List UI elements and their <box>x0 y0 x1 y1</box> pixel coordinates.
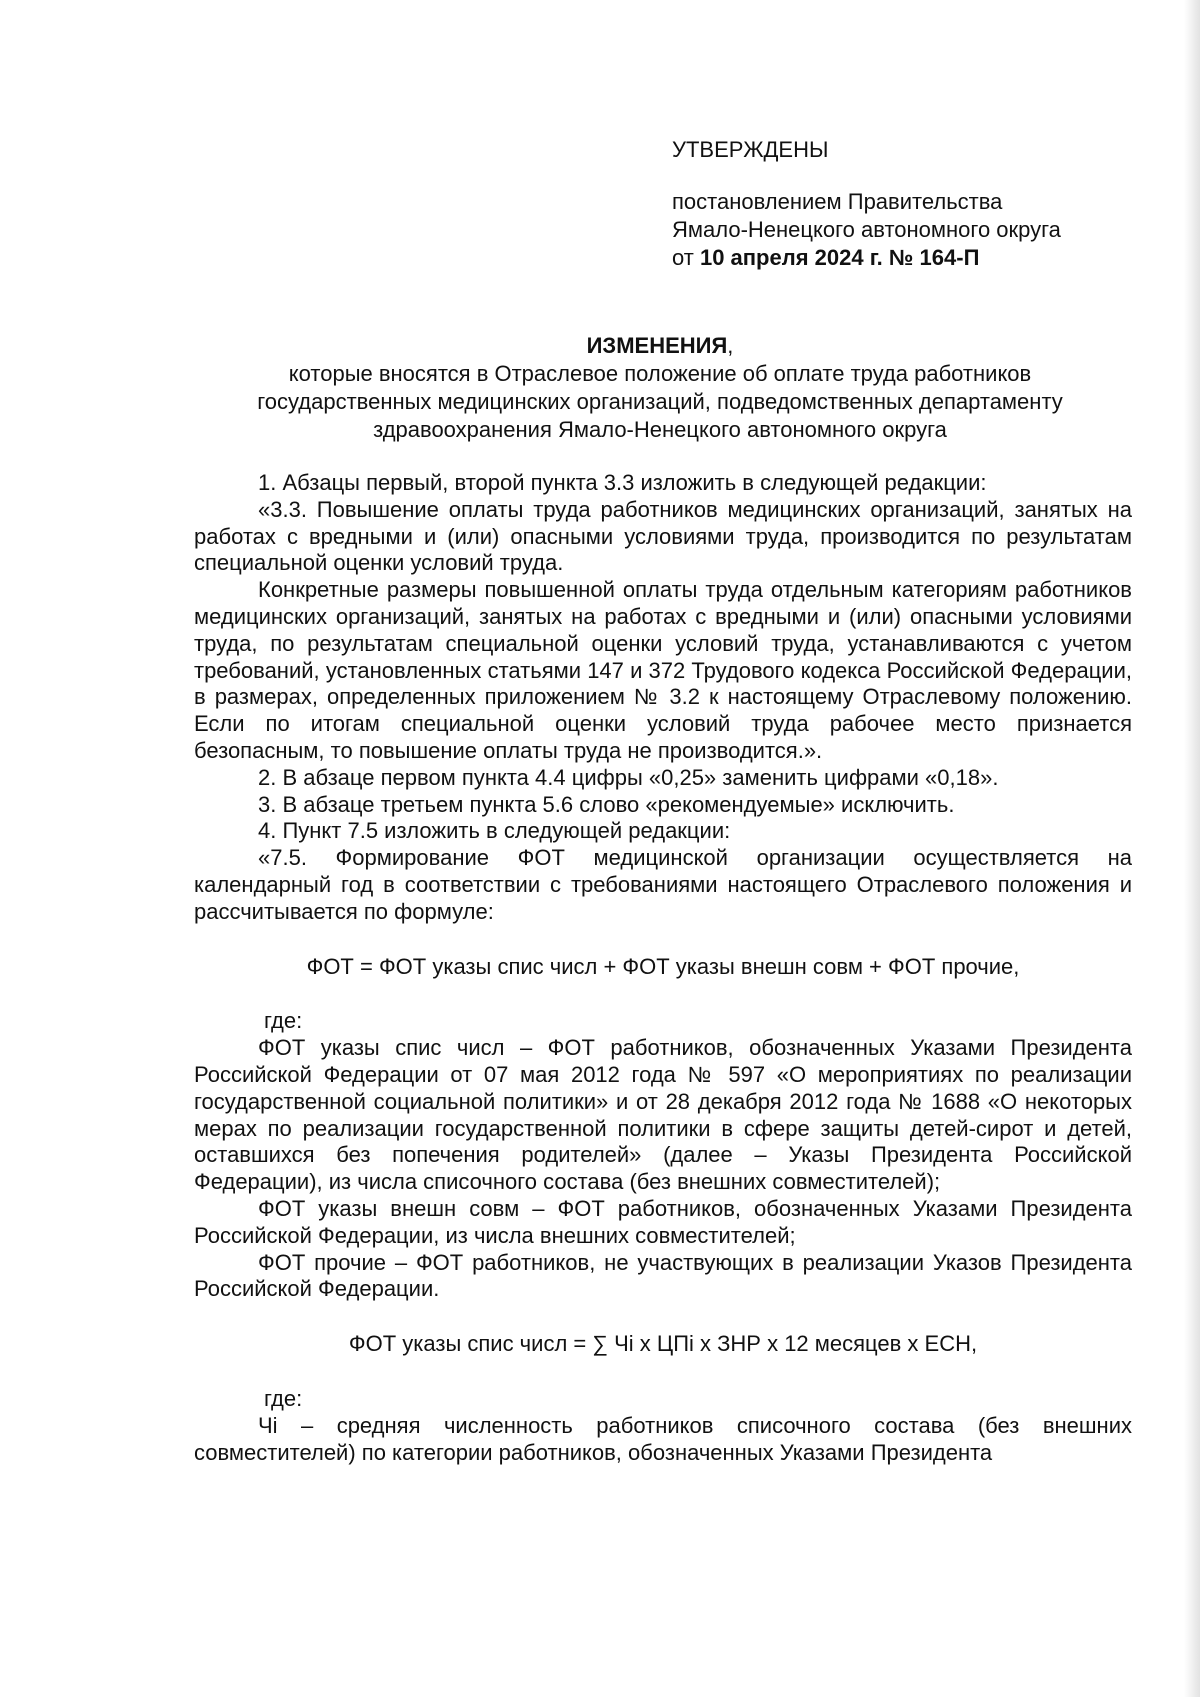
scan-edge <box>1184 0 1200 1697</box>
document-subtitle-line-1: которые вносятся в Отраслевое положение об оплате труда работников <box>288 361 1032 386</box>
approval-line-2: Ямало-Ненецкого автономного округа <box>672 217 1061 242</box>
approval-stamp-block <box>672 136 1061 272</box>
document-heading-suffix: , <box>727 333 734 358</box>
formula-1: ФОТ = ФОТ указы спис числ + ФОТ указы внешн совм + ФОТ прочие, <box>306 953 1020 979</box>
document-heading: ИЗМЕНЕНИЯ <box>586 333 728 358</box>
paragraph-1: 1. Абзацы первый, второй пункта 3.3 изложить в следующей редакции: <box>258 470 987 495</box>
document-subtitle-line-3: здравоохранения Ямало-Ненецкого автономного округа <box>373 417 947 442</box>
approval-date-and-number: 10 апреля 2024 г. № 164-П <box>699 245 980 270</box>
approval-from-prefix: от <box>672 245 694 270</box>
paragraph-6: 4. Пункт 7.5 изложить в следующей редакции: <box>258 818 731 844</box>
paragraph-3: Конкретные размеры повышенной оплаты труда отдельным категориям работников медицинских организаций, занятых на работах с вредными и (или) опасными условиями труда, по результатам специальной оценки условий труда, устанавливаются с учетом требований, установленных статьями 147 и 372 Трудового кодекса Российской Федерации, в размерах, определенных приложением № 3.2 к настоящему Отраслевому положению. Если по итогам специальной оценки условий труда рабочее место признается безопасным, то повышение оплаты труда не производится.». <box>194 577 1132 763</box>
paragraph-8: ФОТ указы спис числ – ФОТ работников, обозначенных Указами Президента Российской Федерации от 07 мая 2012 года № 597 «О мероприятиях по реализации государственной социальной политики» и от 28 декабря 2012 года № 1688 «О некоторых мерах по реализации государственной политики в сфере защиты детей-сирот и детей, оставшихся без попечения родителей» (далее – Указы Президента Российской Федерации), из числа списочного состава (без внешних совместителей); <box>194 1035 1132 1195</box>
approval-line-1: постановлением Правительства <box>672 189 1003 214</box>
paragraph-5: 3. В абзаце третьем пункта 5.6 слово «рекомендуемые» исключить. <box>258 791 955 817</box>
where-label-2: где: <box>264 1385 303 1411</box>
document-body <box>194 470 1132 1466</box>
paragraph-7: «7.5. Формирование ФОТ медицинской организации осуществляется на календарный год в соответствии с требованиями настоящего Отраслевого положения и рассчитывается по формуле: <box>194 845 1132 924</box>
paragraph-2: «3.3. Повышение оплаты труда работников медицинских организаций, занятых на работах с вредными и (или) опасными условиями труда, производится по результатам специальной оценки условий труда. <box>194 496 1132 576</box>
paragraph-9: ФОТ указы внешн совм – ФОТ работников, обозначенных Указами Президента Российской Федерации, из числа внешних совместителей; <box>194 1195 1132 1248</box>
document-title-block <box>180 332 1140 444</box>
approval-date-number <box>672 244 1061 272</box>
paragraph-4: 2. В абзаце первом пункта 4.4 цифры «0,25» заменить цифрами «0,18». <box>258 764 999 790</box>
document-title <box>180 332 1140 360</box>
paragraph-11: Чi – средняя численность работников списочного состава (без внешних совместителей) по категории работников, обозначенных Указами Президента <box>194 1412 1132 1465</box>
approved-label: УТВЕРЖДЕНЫ <box>672 137 829 162</box>
paragraph-10: ФОТ прочие – ФОТ работников, не участвующих в реализации Указов Президента Российской Федерации. <box>194 1249 1132 1302</box>
where-label-1: где: <box>264 1008 303 1034</box>
formula-2: ФОТ указы спис числ = ∑ Чi х ЦПi х ЗНР х 12 месяцев х ЕСН, <box>348 1331 978 1357</box>
document-subtitle-line-2: государственных медицинских организаций, подведомственных департаменту <box>257 389 1063 414</box>
